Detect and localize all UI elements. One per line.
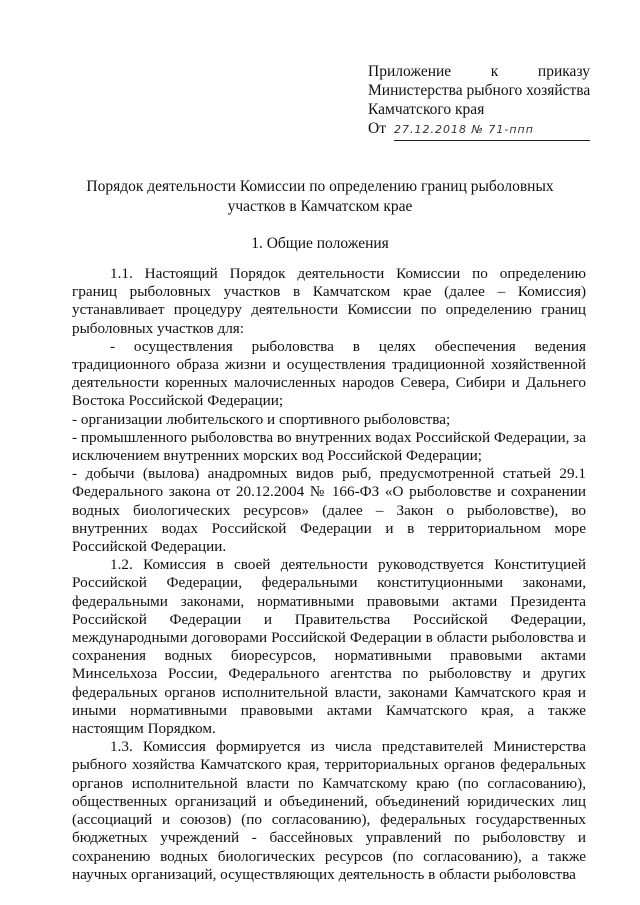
appendix-line-3: Камчатского края [368,101,485,118]
document-title: Порядок деятельности Комиссии по определению границ рыболовных участков в Камчатском крае [86,178,554,215]
paragraph: 1.2. Комиссия в своей деятельности руководствуется Конституцией Российской Федерации, федеральными конституционными законами, федеральными законами, нормативными правовыми актами Президента Российской Федерации и Правительства Российской Федерации, международными договорами Российской Федерации в области рыболовства и сохранения водных биоресурсов, нормативными правовыми актами Минсельхоза России, Федерального агентства по рыболовству и других федеральных органов исполнительной власти, законами Камчатского края и иными нормативными правовыми актами Камчатского края, а также настоящим Порядком. [72,556,586,738]
paragraph: - промышленного рыболовства во внутренних водах Российской Федерации, за исключением внутренних морских вод Российской Федерации; [72,428,586,465]
paragraph: - организации любительского и спортивного рыболовства; [72,410,451,428]
paragraph: - осуществления рыболовства в целях обеспечения ведения традиционного образа жизни и осуществления традиционной хозяйственной деятельности коренных малочисленных народов Севера, Сибири и Дальнего Востока Российской Федерации; [72,337,586,410]
appendix-line-1: Приложение к приказу [368,63,590,80]
document-body [72,265,586,884]
paragraph: 1.1. Настоящий Порядок деятельности Комиссии по определению границ рыболовных участков в Камчатском крае (далее – Комиссия) устанавливает процедуру деятельности Комиссии по определению границ рыболовных участков для: [72,265,586,337]
section-heading: 1. Общие положения [251,235,389,252]
appendix-line-2: Министерства рыбного хозяйства [368,82,591,99]
appendix-date-line [368,119,590,141]
handwritten-date-number: 27.12.2018 № 71-ппп [394,120,590,141]
from-label: От [368,120,386,137]
appendix-header [368,62,590,141]
paragraph: - добычи (вылова) анадромных видов рыб, предусмотренной статьей 29.1 Федерального закона от 20.12.2004 № 166-ФЗ «О рыболовстве и сохранении водных биологических ресурсов» (далее – Закон о рыболовстве), во внутренних водах Российской Федерации и в территориальном море Российской Федерации. [72,465,586,556]
paragraph: 1.3. Комиссия формируется из числа представителей Министерства рыбного хозяйства Камчатского края, территориальных органов федеральных органов исполнительной власти по Камчатскому краю (по согласованию), общественных организаций и объединений, объединений юридических лиц (ассоциаций и союзов) (по согласованию), федеральных государственных бюджетных учреждений - бассейновых управлений по рыболовству и сохранению водных биологических ресурсов (по согласованию), а также научных организаций, осуществляющих деятельность в области рыболовства [72,738,586,883]
